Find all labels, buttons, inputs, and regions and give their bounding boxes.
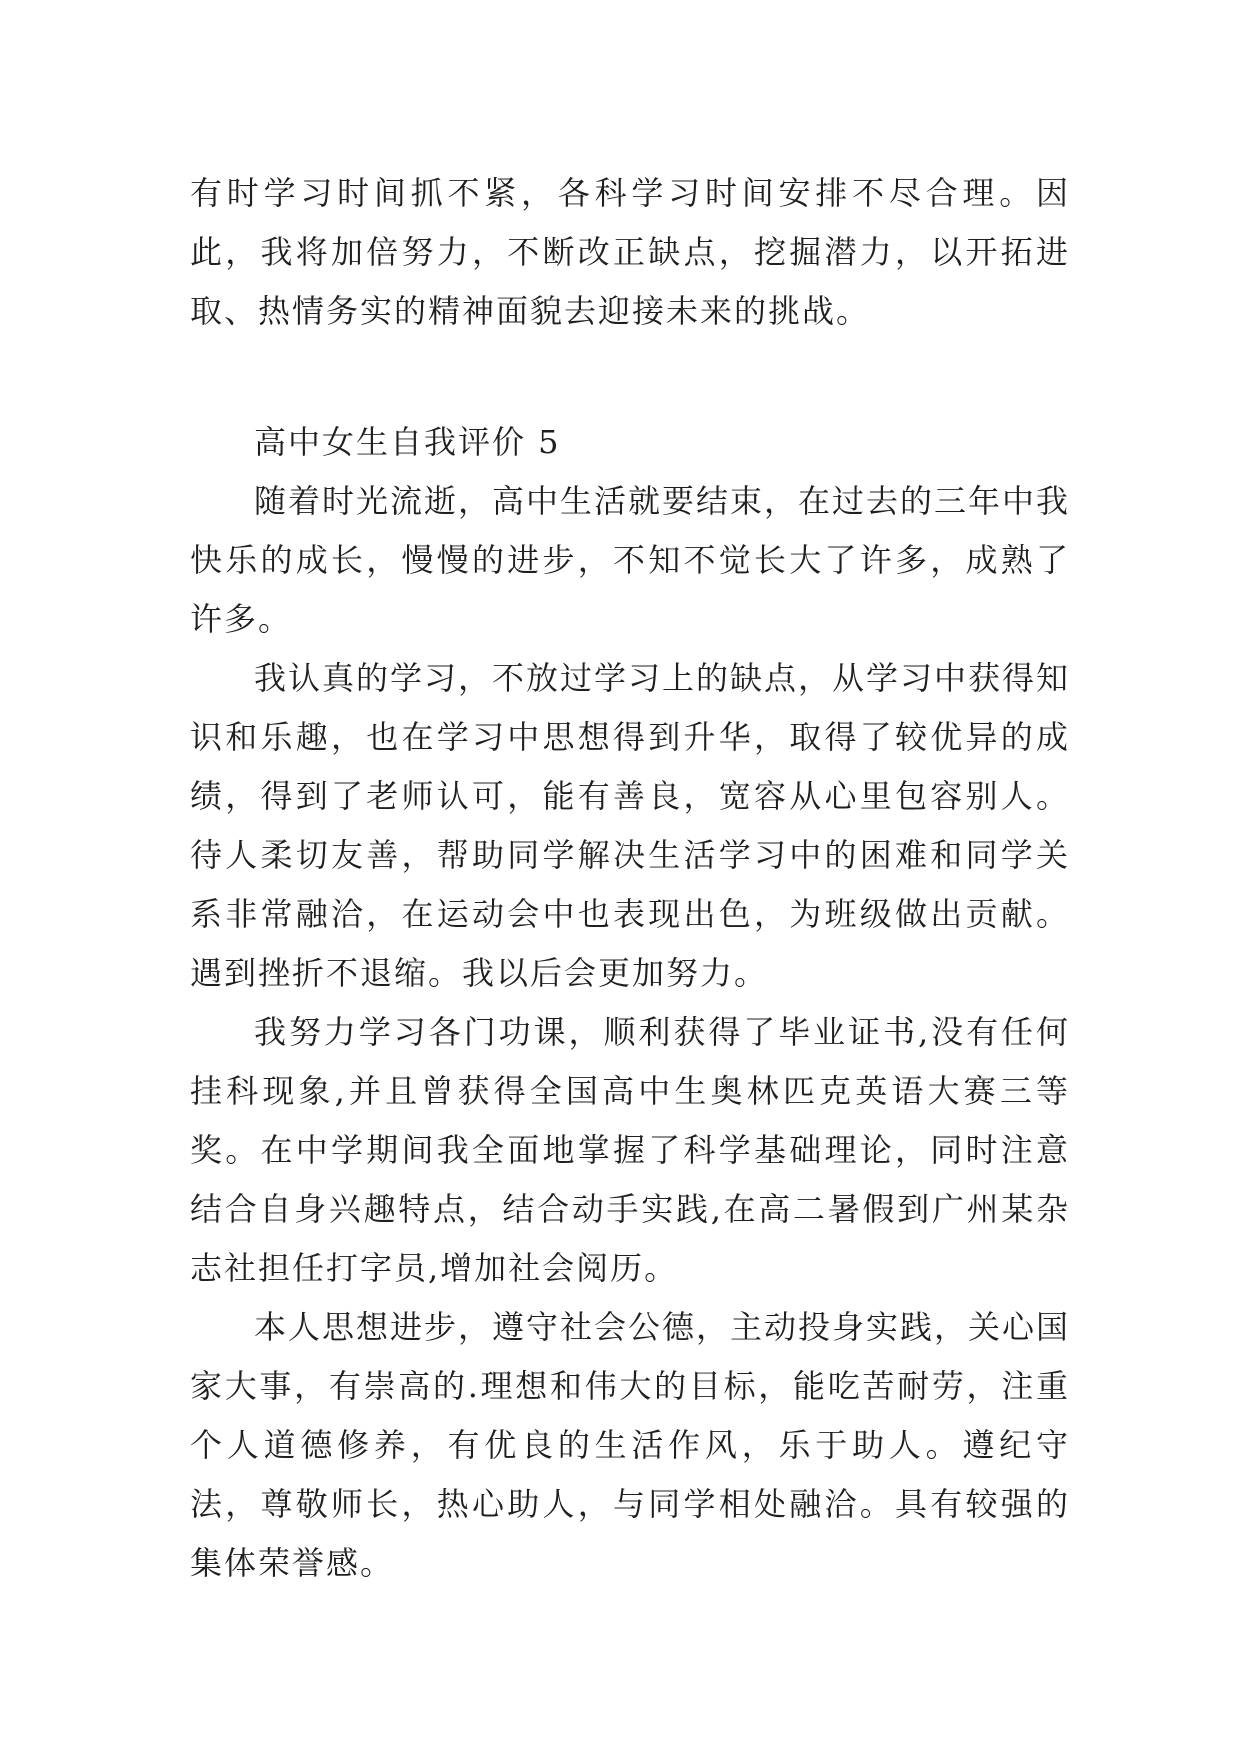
section-title: 高中女生自我评价 5 — [254, 423, 561, 461]
intro-paragraph: 有时学习时间抓不紧，各科学习时间安排不尽合理。因此，我将加倍努力，不断改正缺点，挖掘潜力，以开拓进取、热情务实的精神面貌去迎接未来的挑战。 — [190, 174, 1070, 330]
paragraph-3: 我努力学习各门功课，顺利获得了毕业证书,没有任何挂科现象,并且曾获得全国高中生奥林匹克英语大赛三等奖。在中学期间我全面地掌握了科学基础理论，同时注意结合自身兴趣特点，结合动手实践,在高二暑假到广州某杂志社担任打字员,增加社会阅历。 — [190, 1013, 1070, 1287]
paragraph-4: 本人思想进步，遵守社会公德，主动投身实践，关心国家大事，有崇高的.理想和伟大的目标，能吃苦耐劳，注重个人道德修养，有优良的生活作风，乐于助人。遵纪守法，尊敬师长，热心助人，与同学相处融洽。具有较强的集体荣誉感。 — [190, 1308, 1071, 1582]
paragraph-1: 随着时光流逝，高中生活就要结束，在过去的三年中我快乐的成长，慢慢的进步，不知不觉长大了许多，成熟了许多。 — [190, 482, 1071, 638]
document-body — [190, 164, 1070, 1593]
paragraph-2: 我认真的学习，不放过学习上的缺点，从学习中获得知识和乐趣，也在学习中思想得到升华，取得了较优异的成绩，得到了老师认可，能有善良，宽容从心里包容别人。待人柔切友善，帮助同学解决生活学习中的困难和同学关系非常融洽，在运动会中也表现出色，为班级做出贡献。遇到挫折不退缩。我以后会更加努力。 — [190, 659, 1071, 992]
